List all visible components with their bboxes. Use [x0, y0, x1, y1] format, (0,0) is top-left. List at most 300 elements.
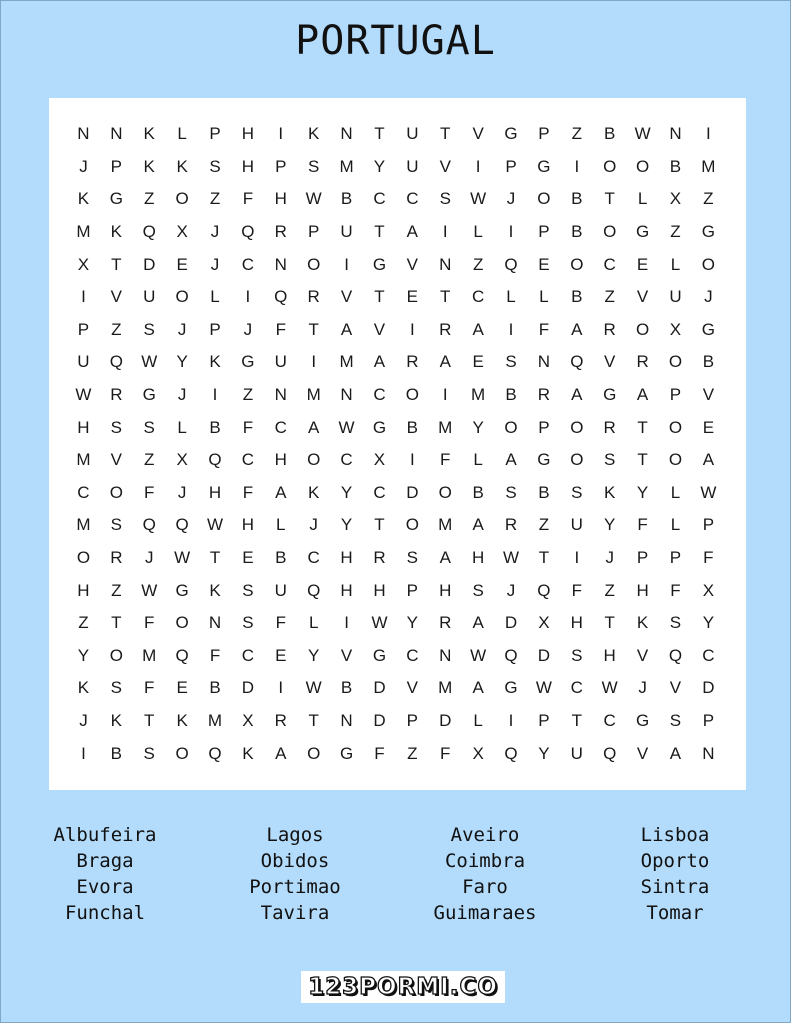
grid-cell[interactable]: J [605, 548, 614, 568]
grid-cell[interactable]: V [472, 124, 484, 144]
grid-cell[interactable]: O [307, 450, 321, 470]
grid-cell[interactable]: S [669, 613, 682, 633]
grid-cell[interactable]: J [79, 156, 88, 176]
grid-cell[interactable]: H [373, 580, 386, 600]
grid-cell[interactable]: S [209, 156, 221, 176]
grid-cell[interactable]: D [702, 678, 715, 698]
grid-cell[interactable]: N [439, 254, 452, 274]
grid-cell[interactable]: D [504, 613, 518, 633]
grid-cell[interactable]: O [668, 417, 683, 437]
grid-cell[interactable]: F [144, 613, 155, 633]
grid-cell[interactable]: N [274, 385, 287, 405]
grid-cell[interactable]: C [241, 450, 255, 470]
grid-cell[interactable]: H [471, 548, 485, 568]
grid-cell[interactable]: N [340, 124, 353, 144]
grid-cell[interactable]: Z [78, 613, 89, 633]
grid-cell[interactable]: I [706, 124, 711, 144]
grid-cell[interactable]: R [274, 222, 287, 242]
grid-cell[interactable]: S [242, 613, 254, 633]
grid-cell[interactable]: V [604, 352, 616, 372]
grid-cell[interactable]: W [371, 613, 388, 633]
grid-cell[interactable]: O [307, 743, 321, 763]
grid-cell[interactable]: T [604, 613, 615, 633]
grid-cell[interactable]: K [77, 678, 90, 698]
grid-cell[interactable]: M [339, 352, 354, 372]
grid-cell[interactable]: K [209, 352, 221, 372]
grid-cell[interactable]: R [439, 319, 452, 339]
grid-cell[interactable]: P [505, 156, 517, 176]
grid-cell[interactable]: O [668, 352, 683, 372]
grid-cell[interactable]: O [438, 482, 452, 502]
grid-cell[interactable]: N [439, 645, 452, 665]
grid-cell[interactable]: G [142, 385, 156, 405]
grid-cell[interactable]: T [308, 710, 319, 730]
grid-cell[interactable]: B [209, 678, 221, 698]
grid-cell[interactable]: A [340, 319, 353, 339]
grid-cell[interactable]: Q [537, 580, 551, 600]
grid-cell[interactable]: J [506, 189, 516, 209]
grid-cell[interactable]: J [177, 385, 187, 405]
grid-cell[interactable]: G [372, 417, 387, 437]
grid-cell[interactable]: W [141, 580, 158, 600]
grid-cell[interactable]: P [538, 417, 550, 437]
grid-cell[interactable]: B [406, 417, 419, 437]
grid-cell[interactable]: V [636, 645, 649, 665]
grid-cell[interactable]: T [604, 189, 615, 209]
grid-cell[interactable]: Z [670, 222, 681, 242]
grid-cell[interactable]: O [537, 189, 551, 209]
grid-cell[interactable]: Q [668, 645, 683, 665]
grid-cell[interactable]: F [242, 189, 254, 209]
grid-cell[interactable]: T [440, 124, 451, 144]
grid-cell[interactable]: C [603, 254, 616, 274]
grid-cell[interactable]: F [538, 319, 550, 339]
grid-cell[interactable]: F [144, 678, 155, 698]
grid-cell[interactable]: R [110, 385, 123, 405]
grid-cell[interactable]: K [110, 222, 122, 242]
grid-cell[interactable]: Z [703, 189, 714, 209]
grid-cell[interactable]: I [409, 319, 415, 339]
grid-cell[interactable]: X [538, 613, 550, 633]
grid-cell[interactable]: Q [274, 287, 288, 307]
grid-cell[interactable]: U [274, 580, 287, 600]
grid-cell[interactable]: Q [504, 254, 518, 274]
grid-cell[interactable]: M [438, 417, 453, 437]
grid-cell[interactable]: W [535, 678, 552, 698]
grid-cell[interactable]: S [308, 156, 320, 176]
grid-cell[interactable]: O [76, 548, 91, 568]
grid-cell[interactable]: H [439, 580, 452, 600]
grid-cell[interactable]: A [439, 548, 451, 568]
grid-cell[interactable]: Z [538, 515, 550, 535]
grid-cell[interactable]: I [508, 319, 514, 339]
grid-cell[interactable]: K [77, 189, 90, 209]
grid-cell[interactable]: H [241, 156, 255, 176]
grid-cell[interactable]: G [635, 710, 650, 730]
grid-cell[interactable]: T [538, 548, 550, 568]
grid-cell[interactable]: O [405, 385, 419, 405]
grid-cell[interactable]: A [472, 319, 484, 339]
grid-cell[interactable]: Q [504, 645, 518, 665]
grid-cell[interactable]: V [340, 645, 353, 665]
grid-cell[interactable]: W [470, 189, 487, 209]
grid-cell[interactable]: O [307, 254, 321, 274]
grid-cell[interactable]: E [242, 548, 254, 568]
grid-cell[interactable]: W [305, 189, 322, 209]
grid-cell[interactable]: M [701, 156, 716, 176]
grid-cell[interactable]: E [538, 254, 550, 274]
grid-cell[interactable]: V [702, 385, 715, 405]
grid-cell[interactable]: D [537, 645, 551, 665]
grid-cell[interactable]: Z [111, 580, 122, 600]
grid-cell[interactable]: W [634, 124, 651, 144]
grid-cell[interactable]: I [278, 124, 284, 144]
grid-cell[interactable]: W [141, 352, 158, 372]
grid-cell[interactable]: G [372, 254, 387, 274]
grid-cell[interactable]: V [110, 450, 122, 470]
grid-cell[interactable]: I [81, 743, 86, 763]
grid-cell[interactable]: H [77, 417, 90, 437]
grid-cell[interactable]: L [539, 287, 549, 307]
grid-cell[interactable]: P [669, 385, 682, 405]
grid-cell[interactable]: T [111, 613, 122, 633]
grid-cell[interactable]: N [537, 352, 551, 372]
grid-cell[interactable]: J [210, 254, 220, 274]
grid-cell[interactable]: I [245, 287, 251, 307]
grid-cell[interactable]: W [174, 548, 191, 568]
grid-cell[interactable]: H [274, 189, 287, 209]
grid-cell[interactable]: C [406, 189, 419, 209]
grid-cell[interactable]: G [537, 450, 551, 470]
grid-cell[interactable]: L [473, 710, 483, 730]
grid-cell[interactable]: N [110, 124, 123, 144]
grid-cell[interactable]: J [506, 580, 516, 600]
grid-cell[interactable]: E [636, 254, 649, 274]
grid-cell[interactable]: Z [407, 743, 418, 763]
grid-cell[interactable]: Z [144, 450, 155, 470]
grid-cell[interactable]: K [110, 710, 122, 730]
grid-cell[interactable]: B [505, 385, 517, 405]
grid-cell[interactable]: P [308, 222, 320, 242]
grid-cell[interactable]: J [177, 482, 187, 502]
grid-cell[interactable]: C [340, 450, 353, 470]
grid-cell[interactable]: X [77, 254, 90, 274]
grid-cell[interactable]: W [75, 385, 92, 405]
grid-cell[interactable]: M [207, 710, 223, 730]
grid-cell[interactable]: R [307, 287, 320, 307]
grid-cell[interactable]: Y [77, 645, 90, 665]
grid-cell[interactable]: N [208, 613, 222, 633]
grid-cell[interactable]: G [339, 743, 354, 763]
grid-cell[interactable]: R [603, 417, 616, 437]
grid-cell[interactable]: R [636, 352, 649, 372]
grid-cell[interactable]: B [571, 287, 583, 307]
grid-cell[interactable]: F [242, 482, 254, 502]
grid-cell[interactable]: O [109, 482, 123, 502]
grid-cell[interactable]: Q [109, 352, 123, 372]
grid-cell[interactable]: Q [603, 743, 617, 763]
grid-cell[interactable]: F [637, 515, 648, 535]
grid-cell[interactable]: Q [142, 222, 156, 242]
grid-cell[interactable]: O [635, 156, 650, 176]
grid-cell[interactable]: O [109, 645, 123, 665]
grid-cell[interactable]: T [111, 254, 122, 274]
grid-cell[interactable]: O [701, 254, 715, 274]
grid-cell[interactable]: F [440, 450, 451, 470]
grid-cell[interactable]: T [571, 710, 582, 730]
grid-cell[interactable]: G [241, 352, 255, 372]
grid-cell[interactable]: V [110, 287, 122, 307]
grid-cell[interactable]: L [473, 222, 483, 242]
grid-cell[interactable]: V [669, 678, 682, 698]
grid-cell[interactable]: U [669, 287, 682, 307]
grid-cell[interactable]: A [275, 743, 287, 763]
grid-cell[interactable]: H [241, 124, 255, 144]
grid-cell[interactable]: L [473, 450, 483, 470]
grid-cell[interactable]: D [439, 710, 452, 730]
grid-cell[interactable]: W [305, 678, 322, 698]
grid-cell[interactable]: H [241, 515, 255, 535]
grid-cell[interactable]: P [538, 710, 550, 730]
grid-cell[interactable]: L [670, 482, 681, 502]
grid-cell[interactable]: I [311, 352, 317, 372]
grid-cell[interactable]: H [274, 450, 287, 470]
grid-cell[interactable]: P [669, 548, 682, 568]
grid-cell[interactable]: C [471, 287, 485, 307]
grid-cell[interactable]: Z [144, 189, 155, 209]
grid-cell[interactable]: T [374, 222, 385, 242]
grid-cell[interactable]: C [373, 482, 386, 502]
grid-cell[interactable]: G [603, 385, 617, 405]
grid-cell[interactable]: M [438, 678, 453, 698]
grid-cell[interactable]: X [669, 319, 682, 339]
grid-cell[interactable]: T [144, 710, 155, 730]
grid-cell[interactable]: K [308, 482, 320, 502]
grid-cell[interactable]: I [574, 156, 580, 176]
grid-cell[interactable]: A [669, 743, 682, 763]
grid-cell[interactable]: H [77, 580, 90, 600]
grid-cell[interactable]: N [669, 124, 682, 144]
grid-cell[interactable]: G [109, 189, 123, 209]
grid-cell[interactable]: A [571, 319, 583, 339]
grid-cell[interactable]: L [670, 254, 681, 274]
grid-cell[interactable]: Y [340, 482, 353, 502]
grid-cell[interactable]: H [340, 580, 353, 600]
grid-cell[interactable]: G [372, 645, 387, 665]
grid-cell[interactable]: M [76, 515, 91, 535]
grid-cell[interactable]: B [472, 482, 484, 502]
grid-cell[interactable]: E [472, 352, 484, 372]
grid-cell[interactable]: P [636, 548, 649, 568]
grid-cell[interactable]: V [439, 156, 451, 176]
grid-cell[interactable]: G [701, 319, 715, 339]
grid-cell[interactable]: I [81, 287, 86, 307]
grid-cell[interactable]: O [175, 613, 189, 633]
grid-cell[interactable]: W [206, 515, 224, 535]
grid-cell[interactable]: K [209, 580, 221, 600]
grid-cell[interactable]: W [470, 645, 487, 665]
grid-cell[interactable]: O [635, 319, 650, 339]
grid-cell[interactable]: B [110, 743, 122, 763]
grid-cell[interactable]: T [374, 124, 385, 144]
grid-cell[interactable]: B [571, 189, 583, 209]
grid-cell[interactable]: C [570, 678, 583, 698]
grid-cell[interactable]: O [570, 254, 584, 274]
grid-cell[interactable]: A [308, 417, 320, 437]
grid-cell[interactable]: X [242, 710, 254, 730]
grid-cell[interactable]: A [373, 352, 386, 372]
grid-cell[interactable]: J [638, 678, 647, 698]
grid-cell[interactable]: B [604, 124, 616, 144]
grid-cell[interactable]: P [77, 319, 90, 339]
grid-cell[interactable]: R [603, 319, 616, 339]
grid-cell[interactable]: N [274, 254, 287, 274]
grid-cell[interactable]: U [143, 287, 156, 307]
grid-cell[interactable]: V [636, 743, 649, 763]
grid-cell[interactable]: K [143, 156, 155, 176]
grid-cell[interactable]: C [603, 710, 616, 730]
grid-cell[interactable]: T [374, 287, 385, 307]
grid-cell[interactable]: V [373, 319, 386, 339]
grid-cell[interactable]: C [702, 645, 715, 665]
grid-cell[interactable]: K [176, 156, 188, 176]
grid-cell[interactable]: L [308, 613, 319, 633]
grid-cell[interactable]: Z [604, 580, 615, 600]
grid-cell[interactable]: S [143, 743, 155, 763]
grid-cell[interactable]: F [209, 645, 221, 665]
grid-cell[interactable]: O [175, 189, 189, 209]
grid-cell[interactable]: L [506, 287, 516, 307]
grid-cell[interactable]: M [339, 156, 354, 176]
grid-cell[interactable]: P [702, 710, 715, 730]
grid-cell[interactable]: Z [604, 287, 615, 307]
grid-cell[interactable]: H [603, 645, 616, 665]
grid-cell[interactable]: B [340, 189, 353, 209]
grid-cell[interactable]: T [209, 548, 221, 568]
grid-cell[interactable]: B [275, 548, 287, 568]
grid-cell[interactable]: G [635, 222, 650, 242]
grid-cell[interactable]: M [438, 515, 453, 535]
grid-cell[interactable]: R [504, 515, 518, 535]
grid-cell[interactable]: Z [209, 189, 221, 209]
grid-cell[interactable]: I [344, 254, 349, 274]
grid-cell[interactable]: Y [538, 743, 550, 763]
grid-cell[interactable]: P [209, 319, 221, 339]
grid-cell[interactable]: P [406, 710, 419, 730]
grid-cell[interactable]: S [439, 189, 451, 209]
grid-cell[interactable]: P [702, 515, 715, 535]
grid-cell[interactable]: N [702, 743, 715, 763]
grid-cell[interactable]: D [373, 678, 386, 698]
grid-cell[interactable]: S [143, 417, 155, 437]
grid-cell[interactable]: U [77, 352, 90, 372]
grid-cell[interactable]: F [275, 319, 286, 339]
grid-cell[interactable]: S [110, 417, 122, 437]
grid-cell[interactable]: U [274, 352, 287, 372]
grid-cell[interactable]: A [636, 385, 649, 405]
grid-cell[interactable]: Q [570, 352, 584, 372]
grid-cell[interactable]: Y [373, 156, 386, 176]
grid-cell[interactable]: A [505, 450, 517, 470]
grid-cell[interactable]: J [177, 319, 187, 339]
grid-cell[interactable]: L [177, 417, 187, 437]
grid-cell[interactable]: G [504, 124, 518, 144]
grid-cell[interactable]: J [704, 287, 713, 307]
grid-cell[interactable]: J [79, 710, 88, 730]
grid-cell[interactable]: C [77, 482, 90, 502]
grid-cell[interactable]: S [571, 645, 583, 665]
grid-cell[interactable]: N [77, 124, 90, 144]
grid-cell[interactable]: H [208, 482, 222, 502]
grid-cell[interactable]: M [76, 222, 91, 242]
grid-cell[interactable]: P [538, 124, 550, 144]
grid-cell[interactable]: I [344, 613, 349, 633]
grid-cell[interactable]: C [373, 385, 386, 405]
grid-cell[interactable]: E [275, 645, 287, 665]
grid-cell[interactable]: F [440, 743, 451, 763]
grid-cell[interactable]: O [504, 417, 518, 437]
grid-cell[interactable]: O [175, 287, 189, 307]
grid-cell[interactable]: K [176, 710, 188, 730]
grid-cell[interactable]: L [210, 287, 220, 307]
grid-cell[interactable]: T [637, 450, 648, 470]
grid-cell[interactable]: H [636, 580, 649, 600]
grid-cell[interactable]: J [144, 548, 154, 568]
grid-cell[interactable]: C [307, 548, 320, 568]
grid-cell[interactable]: E [702, 417, 715, 437]
grid-cell[interactable]: G [504, 678, 518, 698]
grid-cell[interactable]: W [503, 548, 520, 568]
grid-cell[interactable]: I [508, 222, 514, 242]
grid-cell[interactable]: L [276, 515, 286, 535]
grid-cell[interactable]: E [406, 287, 419, 307]
grid-cell[interactable]: S [505, 482, 517, 502]
grid-cell[interactable]: I [508, 710, 514, 730]
grid-cell[interactable]: X [669, 189, 682, 209]
grid-cell[interactable]: O [175, 743, 189, 763]
grid-cell[interactable]: K [242, 743, 254, 763]
grid-cell[interactable]: K [604, 482, 616, 502]
grid-cell[interactable]: B [538, 482, 550, 502]
grid-cell[interactable]: V [340, 287, 353, 307]
grid-cell[interactable]: K [143, 124, 155, 144]
grid-cell[interactable]: A [702, 450, 715, 470]
grid-cell[interactable]: V [406, 254, 419, 274]
grid-cell[interactable]: X [702, 580, 715, 600]
grid-cell[interactable]: T [637, 417, 648, 437]
grid-cell[interactable]: Y [308, 645, 320, 665]
grid-cell[interactable]: H [340, 548, 353, 568]
grid-cell[interactable]: E [176, 678, 188, 698]
grid-cell[interactable]: L [637, 189, 648, 209]
grid-cell[interactable]: F [144, 482, 155, 502]
grid-cell[interactable]: I [278, 678, 284, 698]
grid-cell[interactable]: S [472, 580, 484, 600]
grid-cell[interactable]: Y [702, 613, 715, 633]
grid-cell[interactable]: A [439, 352, 451, 372]
grid-cell[interactable]: C [373, 189, 386, 209]
grid-cell[interactable]: F [703, 548, 714, 568]
grid-cell[interactable]: R [406, 352, 419, 372]
grid-cell[interactable]: J [309, 515, 318, 535]
grid-cell[interactable]: W [601, 678, 618, 698]
grid-cell[interactable]: L [177, 124, 187, 144]
grid-cell[interactable]: B [571, 222, 583, 242]
grid-cell[interactable]: I [574, 548, 580, 568]
grid-cell[interactable]: S [110, 515, 122, 535]
grid-cell[interactable]: A [571, 385, 583, 405]
grid-cell[interactable]: U [340, 222, 353, 242]
